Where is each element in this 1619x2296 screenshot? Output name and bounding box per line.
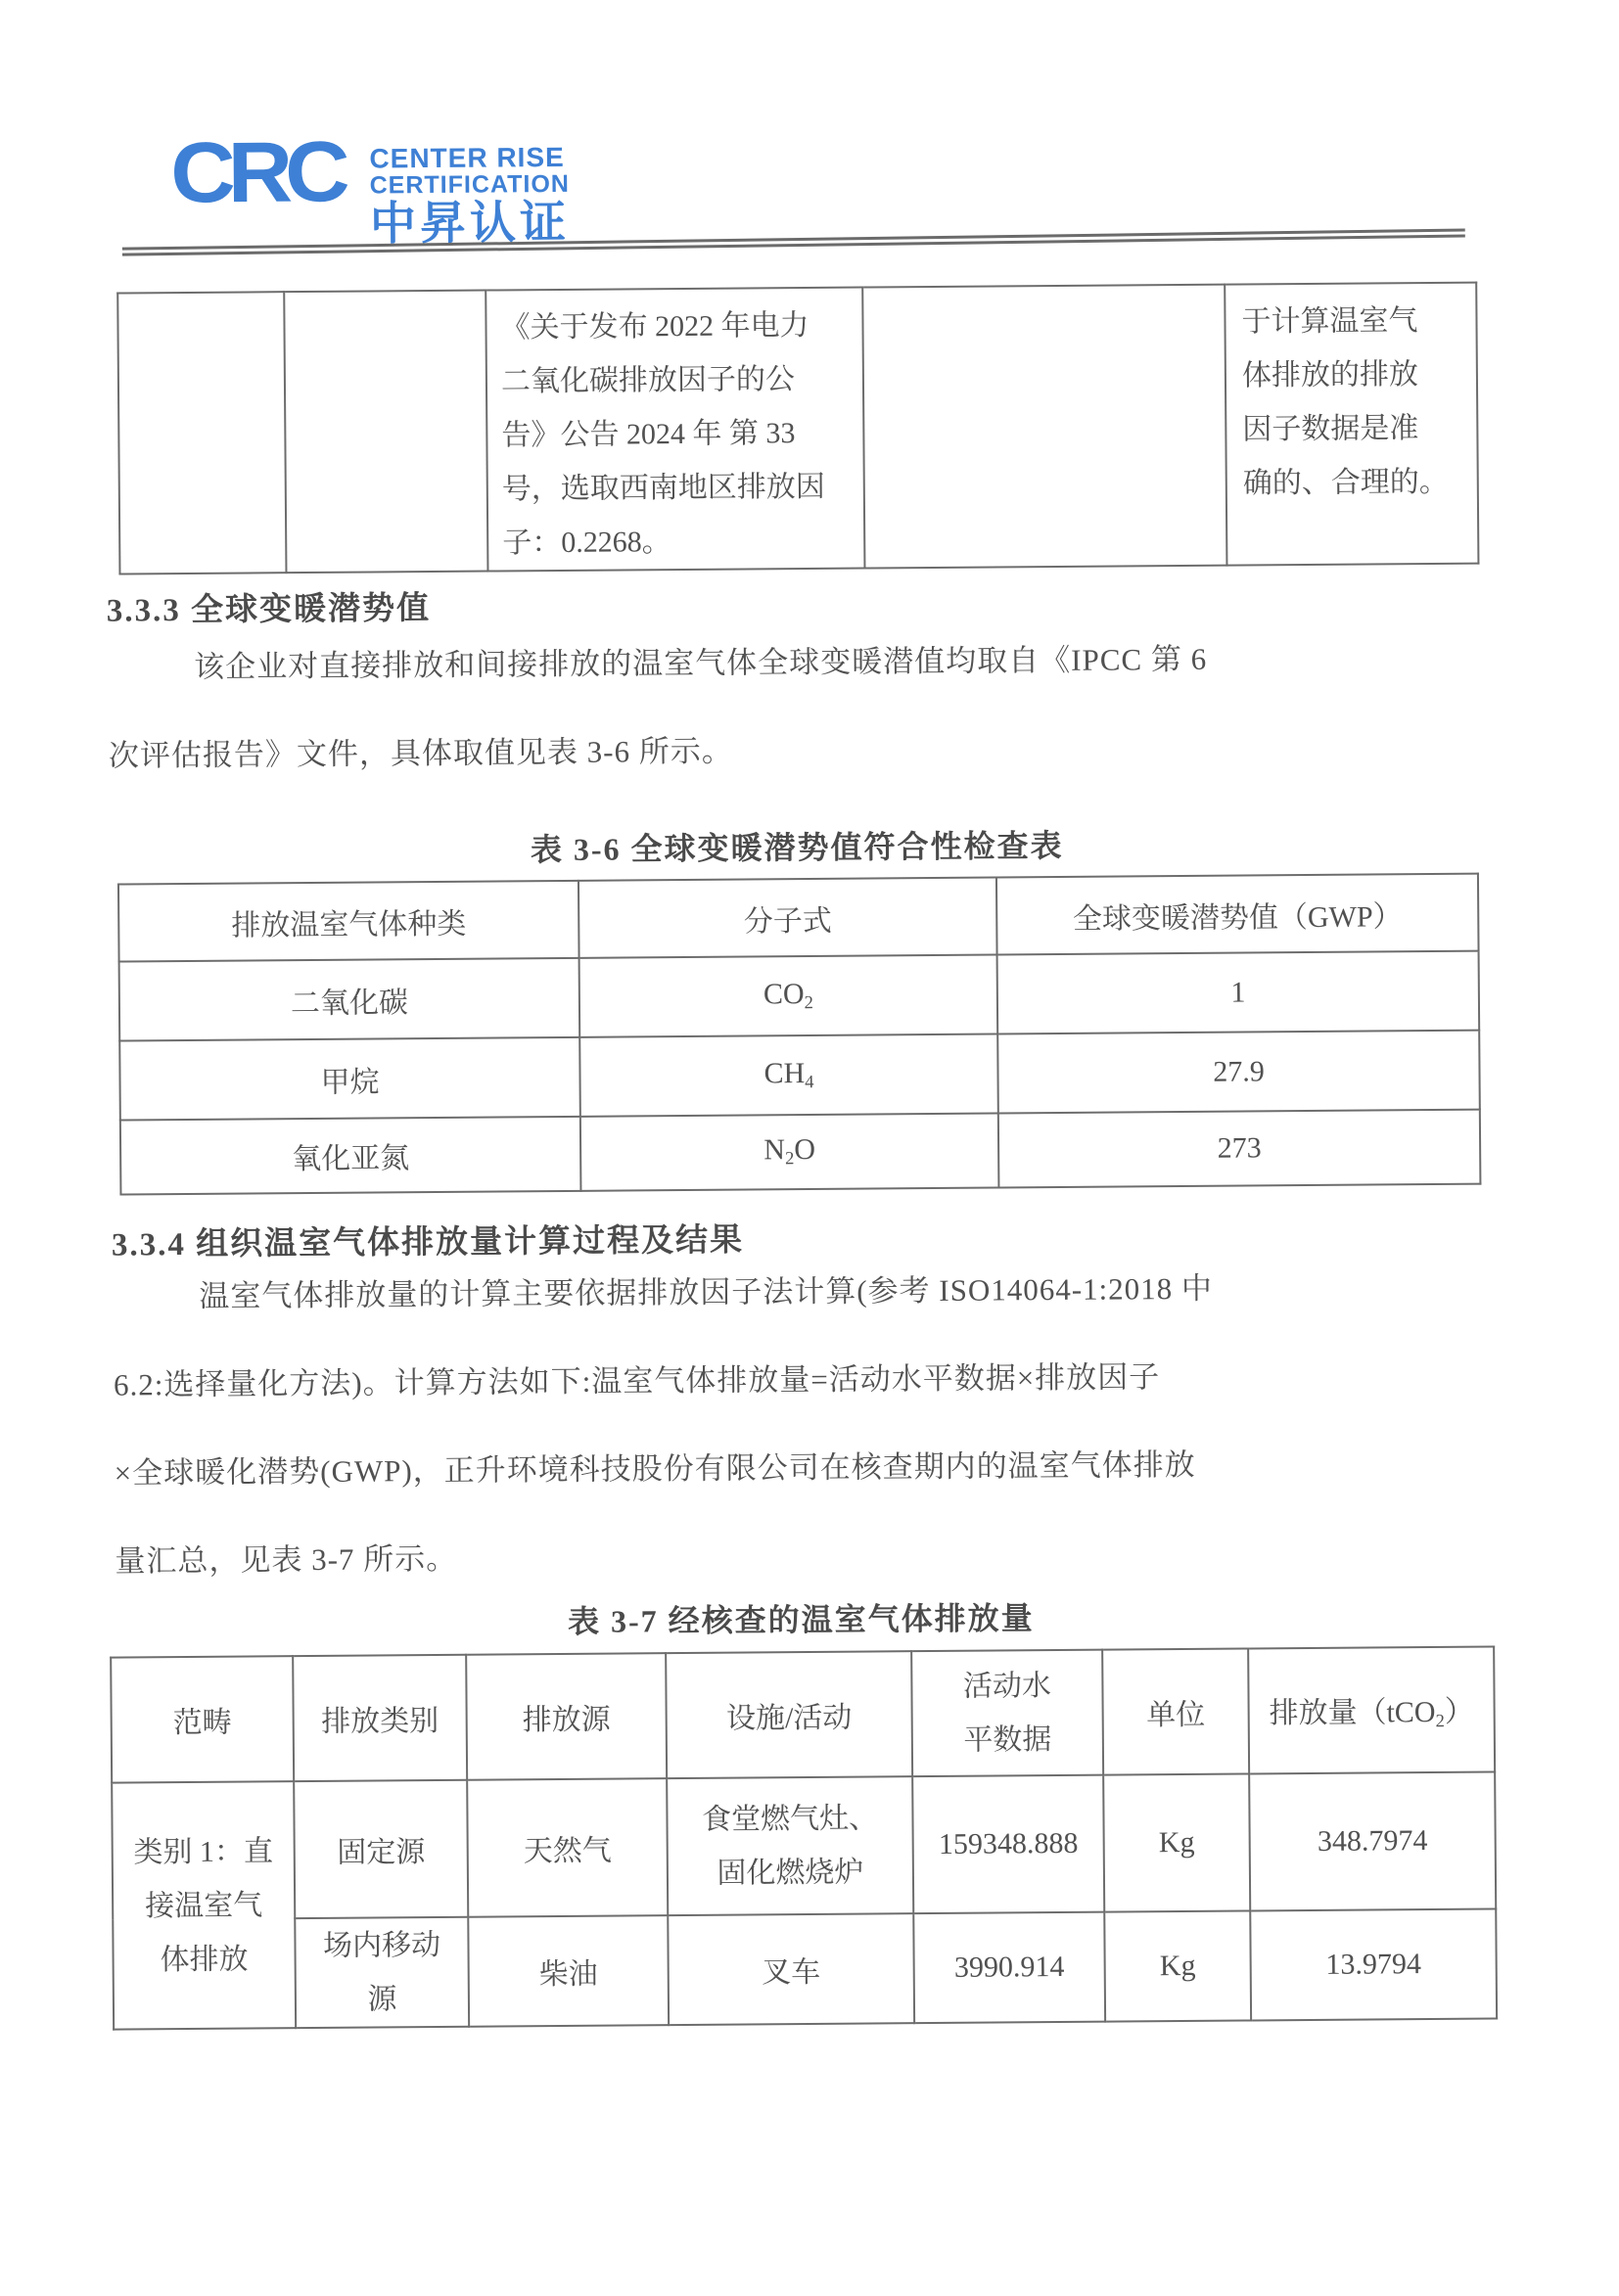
conclusion-line: 体排放的排放 — [1242, 347, 1476, 403]
section-heading-334: 3.3.4 组织温室气体排放量计算过程及结果 — [112, 1215, 745, 1265]
category-line: 类别 1：直 — [114, 1824, 294, 1879]
continuation-row — [117, 283, 1478, 574]
facility-cell — [667, 1776, 913, 1915]
paragraph-line: 次评估报告》文件，具体取值见表 3-6 所示。 — [109, 728, 1528, 771]
gas-formula — [579, 954, 998, 1036]
table-row — [112, 1772, 1496, 1920]
conclusion-line: 确的、合理的。 — [1243, 455, 1477, 511]
header-activity — [911, 1650, 1103, 1777]
activity-data: 159348.888 — [912, 1775, 1104, 1914]
formula-base: CO — [763, 978, 805, 1010]
header-emission-pre: 排放量（tCO — [1269, 1696, 1435, 1729]
header-emission — [1248, 1647, 1495, 1774]
gwp-value: 1 — [997, 951, 1480, 1034]
table-row — [120, 1110, 1481, 1195]
continuation-table — [116, 282, 1479, 575]
table36-title: 表 3-6 全球变暖潜势值符合性检查表 — [117, 818, 1477, 874]
gas-name: 二氧化碳 — [119, 958, 580, 1041]
table-row — [119, 1031, 1480, 1121]
cont-cell-basis — [486, 288, 864, 572]
category-line: 接温室气 — [114, 1878, 294, 1933]
emissions-header-row — [111, 1647, 1495, 1783]
header-scope: 范畴 — [111, 1656, 294, 1782]
gwp-header-gas: 排放温室气体种类 — [118, 881, 579, 962]
gwp-header-formula: 分子式 — [578, 877, 997, 957]
header-unit: 单位 — [1102, 1648, 1249, 1774]
gas-formula — [580, 1113, 999, 1190]
certification-logo — [170, 125, 570, 250]
gas-formula — [579, 1033, 998, 1116]
conclusion-line: 因子数据是准 — [1242, 401, 1476, 457]
emissions-table — [110, 1646, 1498, 2031]
formula-base: N — [763, 1134, 785, 1167]
formula-tail: O — [794, 1133, 815, 1166]
conclusion-line: 于计算温室气 — [1241, 294, 1475, 349]
gas-name: 甲烷 — [119, 1037, 580, 1121]
basis-line: 子：0.2268。 — [502, 514, 863, 571]
table-row — [113, 1909, 1497, 2030]
formula-base: CH — [763, 1057, 805, 1089]
formula-sub: 4 — [805, 1072, 813, 1092]
paragraph-333 — [108, 640, 1528, 827]
header-facility: 设施/活动 — [666, 1651, 912, 1778]
basis-line: 二氧化碳排放因子的公 — [501, 352, 862, 409]
gwp-header-row — [118, 874, 1479, 962]
category-line: 体排放 — [114, 1932, 294, 1987]
emission-class-line: 源 — [297, 1972, 468, 2027]
paragraph-line: 6.2:选择量化方法)。计算方法如下:温室气体排放量=活动水平数据×排放因子 — [114, 1357, 1533, 1401]
table37-title: 表 3-7 经核查的温室气体排放量 — [110, 1590, 1493, 1646]
facility-cell: 叉车 — [668, 1913, 914, 2025]
emission-class: 固定源 — [294, 1780, 468, 1918]
gwp-table — [117, 873, 1481, 1196]
gwp-value: 27.9 — [997, 1031, 1480, 1114]
logo-name-chinese: 中昇认证 — [370, 198, 571, 249]
cont-cell-empty-2 — [284, 291, 487, 574]
gwp-value: 273 — [998, 1110, 1481, 1188]
emission-class-cell — [295, 1917, 469, 2028]
scope-category-cell — [112, 1781, 296, 2029]
emission-source: 天然气 — [467, 1778, 668, 1917]
header-emission-post: ） — [1445, 1696, 1474, 1728]
gas-name: 氧化亚氮 — [120, 1117, 581, 1195]
header-emission-sub: 2 — [1436, 1711, 1445, 1731]
paragraph-line: 该企业对直接排放和间接排放的温室气体全球变暖潜值均取自《IPCC 第 6 — [108, 640, 1527, 683]
paragraph-334 — [113, 1269, 1535, 1632]
paragraph-line: 量汇总，见表 3-7 所示。 — [115, 1534, 1534, 1577]
formula-sub: 2 — [785, 1149, 794, 1170]
header-class: 排放类别 — [293, 1655, 467, 1781]
formula-sub: 2 — [805, 992, 813, 1013]
table-row — [119, 951, 1480, 1041]
basis-line: 《关于发布 2022 年电力 — [500, 298, 861, 355]
gwp-header-value: 全球变暖潜势值（GWP） — [996, 874, 1479, 955]
basis-line: 号，选取西南地区排放因 — [502, 460, 863, 517]
header-source: 排放源 — [466, 1653, 667, 1780]
section-heading-333: 3.3.3 全球变暖潜势值 — [107, 582, 432, 631]
cont-cell-empty-1 — [117, 292, 286, 574]
paragraph-line: 温室气体排放量的计算主要依据排放因子法计算(参考 ISO14064-1:2018 中 — [113, 1269, 1532, 1312]
cont-cell-empty-3 — [862, 285, 1226, 569]
facility-line: 固化燃烧炉 — [669, 1845, 912, 1901]
paragraph-line: ×全球暖化潜势(GWP)，正升环境科技股份有限公司在核查期内的温室气体排放 — [115, 1446, 1534, 1489]
emission-class-line: 场内移动 — [296, 1918, 467, 1973]
header-activity-line: 平数据 — [913, 1713, 1102, 1768]
emission-source: 柴油 — [468, 1915, 669, 2027]
emission-amount: 348.7974 — [1249, 1772, 1496, 1911]
activity-data: 3990.914 — [913, 1912, 1105, 2024]
logo-name-line2: CERTIFICATION — [370, 171, 570, 199]
logo-text-block — [369, 143, 570, 249]
crc-logo-icon: CRC — [170, 129, 343, 216]
unit: Kg — [1104, 1910, 1251, 2021]
emission-amount: 13.9794 — [1250, 1909, 1497, 2021]
basis-line: 告》公告 2024 年 第 33 — [501, 406, 862, 463]
logo-name-line1: CENTER RISE — [369, 143, 569, 173]
facility-line: 食堂燃气灶、 — [668, 1791, 911, 1847]
unit: Kg — [1103, 1773, 1250, 1911]
header-activity-line: 活动水 — [912, 1659, 1101, 1715]
cont-cell-conclusion — [1225, 283, 1478, 566]
